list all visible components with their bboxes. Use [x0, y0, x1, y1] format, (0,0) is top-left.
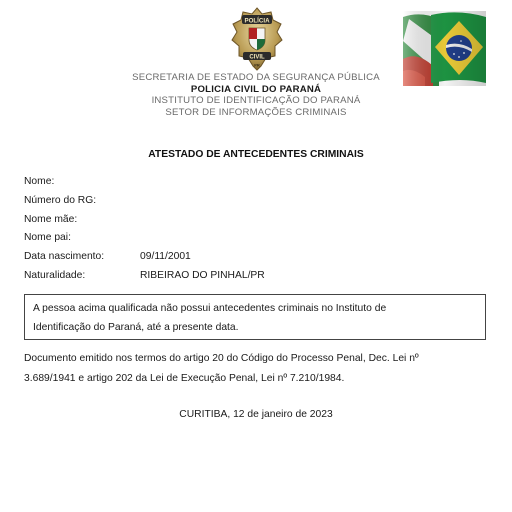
field-value: 09/11/2001: [140, 251, 191, 263]
statement-line: A pessoa acima qualificada não possui antecedentes criminais no Instituto de: [33, 303, 387, 314]
header-secretariat: SECRETARIA DE ESTADO DA SEGURANÇA PÚBLICA: [132, 72, 380, 83]
policia-civil-badge-icon: [229, 6, 285, 72]
field-label: Data nascimento:: [24, 251, 105, 263]
legal-note-line: Documento emitido nos termos do artigo 20 do Código do Processo Penal, Dec. Lei nº: [24, 353, 419, 364]
statement-box: [24, 294, 486, 340]
field-row-mother: [24, 213, 484, 232]
parana-brazil-flags-icon: [403, 11, 486, 86]
field-row-name: [24, 175, 484, 194]
field-value: RIBEIRAO DO PINHAL/PR: [140, 269, 265, 281]
svg-text:POLÍCIA: POLÍCIA: [244, 17, 270, 25]
header-institute: INSTITUTO DE IDENTIFICAÇÃO DO PARANÁ: [151, 95, 361, 106]
place-date: CURITIBA, 12 de janeiro de 2023: [179, 409, 333, 420]
legal-note-line: 3.689/1941 e artigo 202 da Lei de Execução Penal, Lei nº 7.210/1984.: [24, 372, 345, 384]
field-row-father: [24, 231, 484, 250]
field-row-birthdate: [24, 250, 484, 269]
field-label: Naturalidade:: [24, 269, 86, 281]
header-sector: SETOR DE INFORMAÇÕES CRIMINAIS: [165, 106, 347, 118]
field-row-birthplace: [24, 269, 484, 288]
identification-fields: [24, 175, 484, 288]
legal-note: [24, 349, 494, 388]
field-row-rg: [24, 194, 484, 213]
header-police: POLICIA CIVIL DO PARANÁ: [190, 83, 322, 95]
document-title: ATESTADO DE ANTECEDENTES CRIMINAIS: [148, 149, 364, 160]
field-label: Nome pai:: [24, 232, 71, 244]
field-label: Nome:: [24, 176, 55, 187]
statement-line: Identificação do Paraná, até a presente data.: [33, 322, 239, 333]
field-label: Nome mãe:: [24, 213, 78, 225]
svg-text:CIVIL: CIVIL: [249, 54, 265, 61]
field-label: Número do RG:: [24, 194, 97, 206]
institution-header: [100, 72, 412, 118]
svg-text:PR: PR: [254, 62, 260, 68]
